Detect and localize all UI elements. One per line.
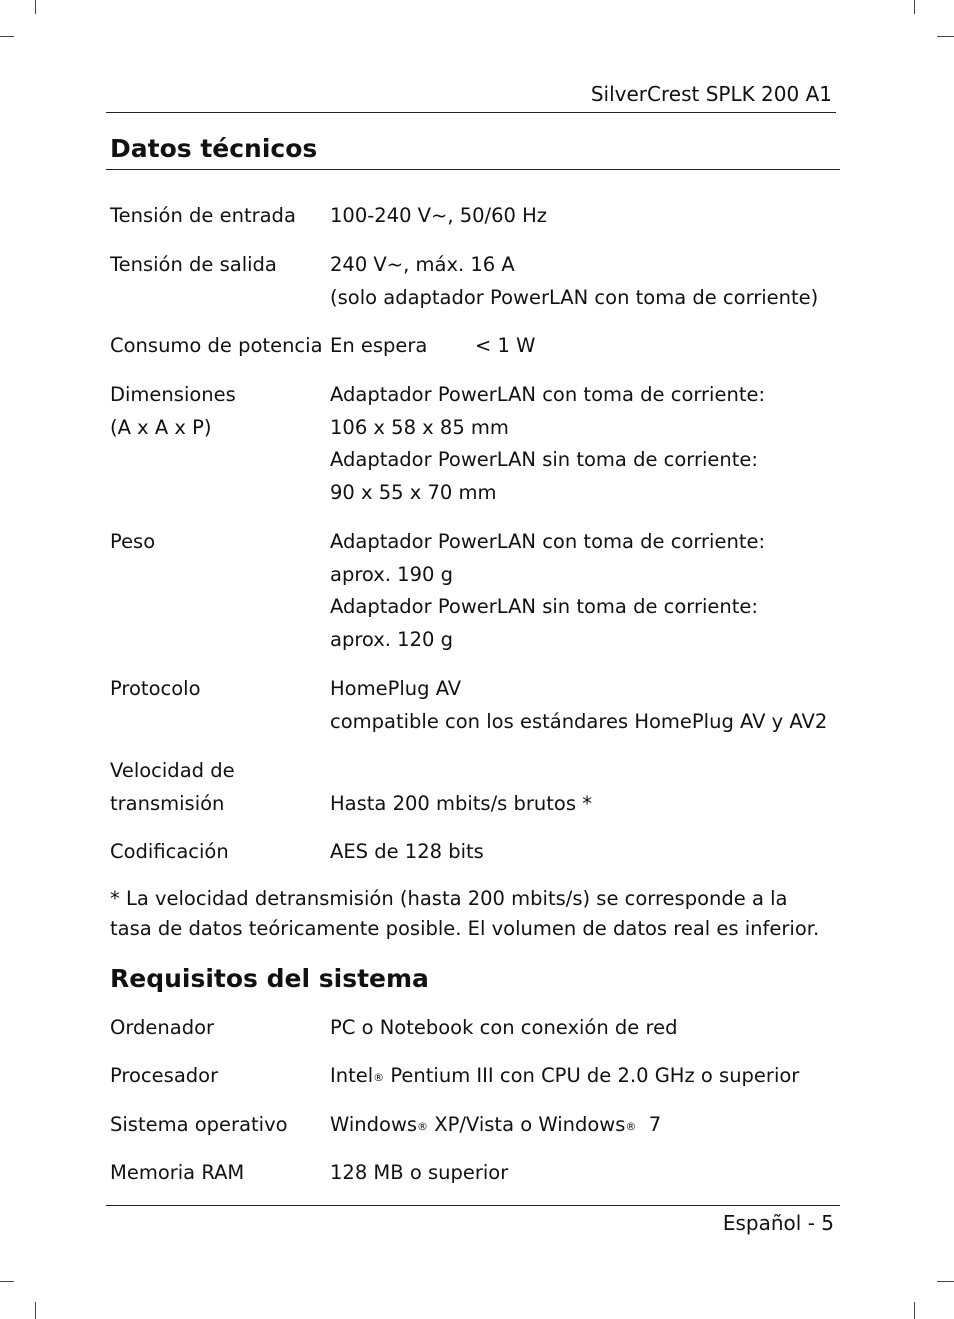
- crop-mark: [0, 1281, 14, 1282]
- section-title-requirements: Requisitos del sistema: [110, 964, 429, 993]
- footer-rule: [106, 1205, 840, 1206]
- footer-language: Español: [722, 1211, 802, 1235]
- row-value: Hasta 200 mbits/s brutos *: [330, 791, 592, 815]
- crop-mark: [937, 1281, 954, 1282]
- row-label: Ordenador: [110, 1016, 215, 1039]
- crop-mark: [914, 0, 915, 14]
- page-header: SilverCrest SPLK 200 A1: [590, 82, 832, 106]
- row-value: En espera < 1 W: [330, 334, 536, 357]
- section-title-tech: Datos técnicos: [110, 134, 318, 163]
- row-label: Memoria RAM: [110, 1161, 245, 1184]
- header-rule: [106, 112, 836, 113]
- row-label: Procesador: [110, 1064, 219, 1087]
- row-label: Dimensiones (A x A x P): [110, 383, 236, 439]
- page-number: 5: [821, 1211, 834, 1235]
- crop-mark: [35, 1302, 36, 1319]
- row-value: 100-240 V~, 50/60 Hz: [330, 204, 548, 227]
- crop-mark: [937, 36, 954, 37]
- row-value: 128 MB o superior: [330, 1161, 509, 1184]
- row-label: Tensión de entrada: [110, 204, 296, 227]
- row-value: HomePlug AV compatible con los estándares HomePlug AV y AV2: [330, 677, 828, 733]
- row-value: Adaptador PowerLAN con toma de corriente: 106 x 58 x 85 mm Adaptador PowerLAN sin toma de corriente: 90 x 55 x 70 mm: [330, 383, 766, 504]
- section-rule: [106, 169, 840, 170]
- row-label: Peso: [110, 530, 156, 553]
- row-value: Intel® Pentium III con CPU de 2.0 GHz o superior: [330, 1064, 800, 1087]
- row-label: Codificación: [110, 840, 229, 863]
- row-label: Consumo de potencia: [110, 334, 323, 357]
- page-footer: [723, 1211, 834, 1235]
- row-label: Velocidad de transmisión: [110, 759, 235, 815]
- row-label: Sistema operativo: [110, 1113, 288, 1136]
- crop-mark: [914, 1302, 915, 1319]
- registered-mark: ®: [373, 1071, 385, 1084]
- row-value: Adaptador PowerLAN con toma de corriente: aprox. 190 g Adaptador PowerLAN sin toma de corriente: aprox. 120 g: [330, 530, 766, 651]
- registered-mark: ®: [417, 1120, 429, 1133]
- row-value: Windows® XP/Vista o Windows® 7: [330, 1113, 662, 1136]
- row-value: AES de 128 bits: [330, 840, 484, 863]
- crop-mark: [35, 0, 36, 14]
- row-value: 240 V~, máx. 16 A (solo adaptador PowerLAN con toma de corriente): [330, 253, 819, 309]
- crop-mark: [0, 36, 14, 37]
- footer-separator: -: [807, 1211, 815, 1235]
- registered-mark: ®: [625, 1120, 637, 1133]
- footnote: * La velocidad detransmisión (hasta 200 mbits/s) se corresponde a la tasa de datos teóricamente posible. El volumen de datos real es inferior.: [110, 887, 820, 940]
- row-value: PC o Notebook con conexión de red: [330, 1016, 678, 1039]
- row-label: Tensión de salida: [110, 253, 277, 276]
- row-label: Protocolo: [110, 677, 201, 700]
